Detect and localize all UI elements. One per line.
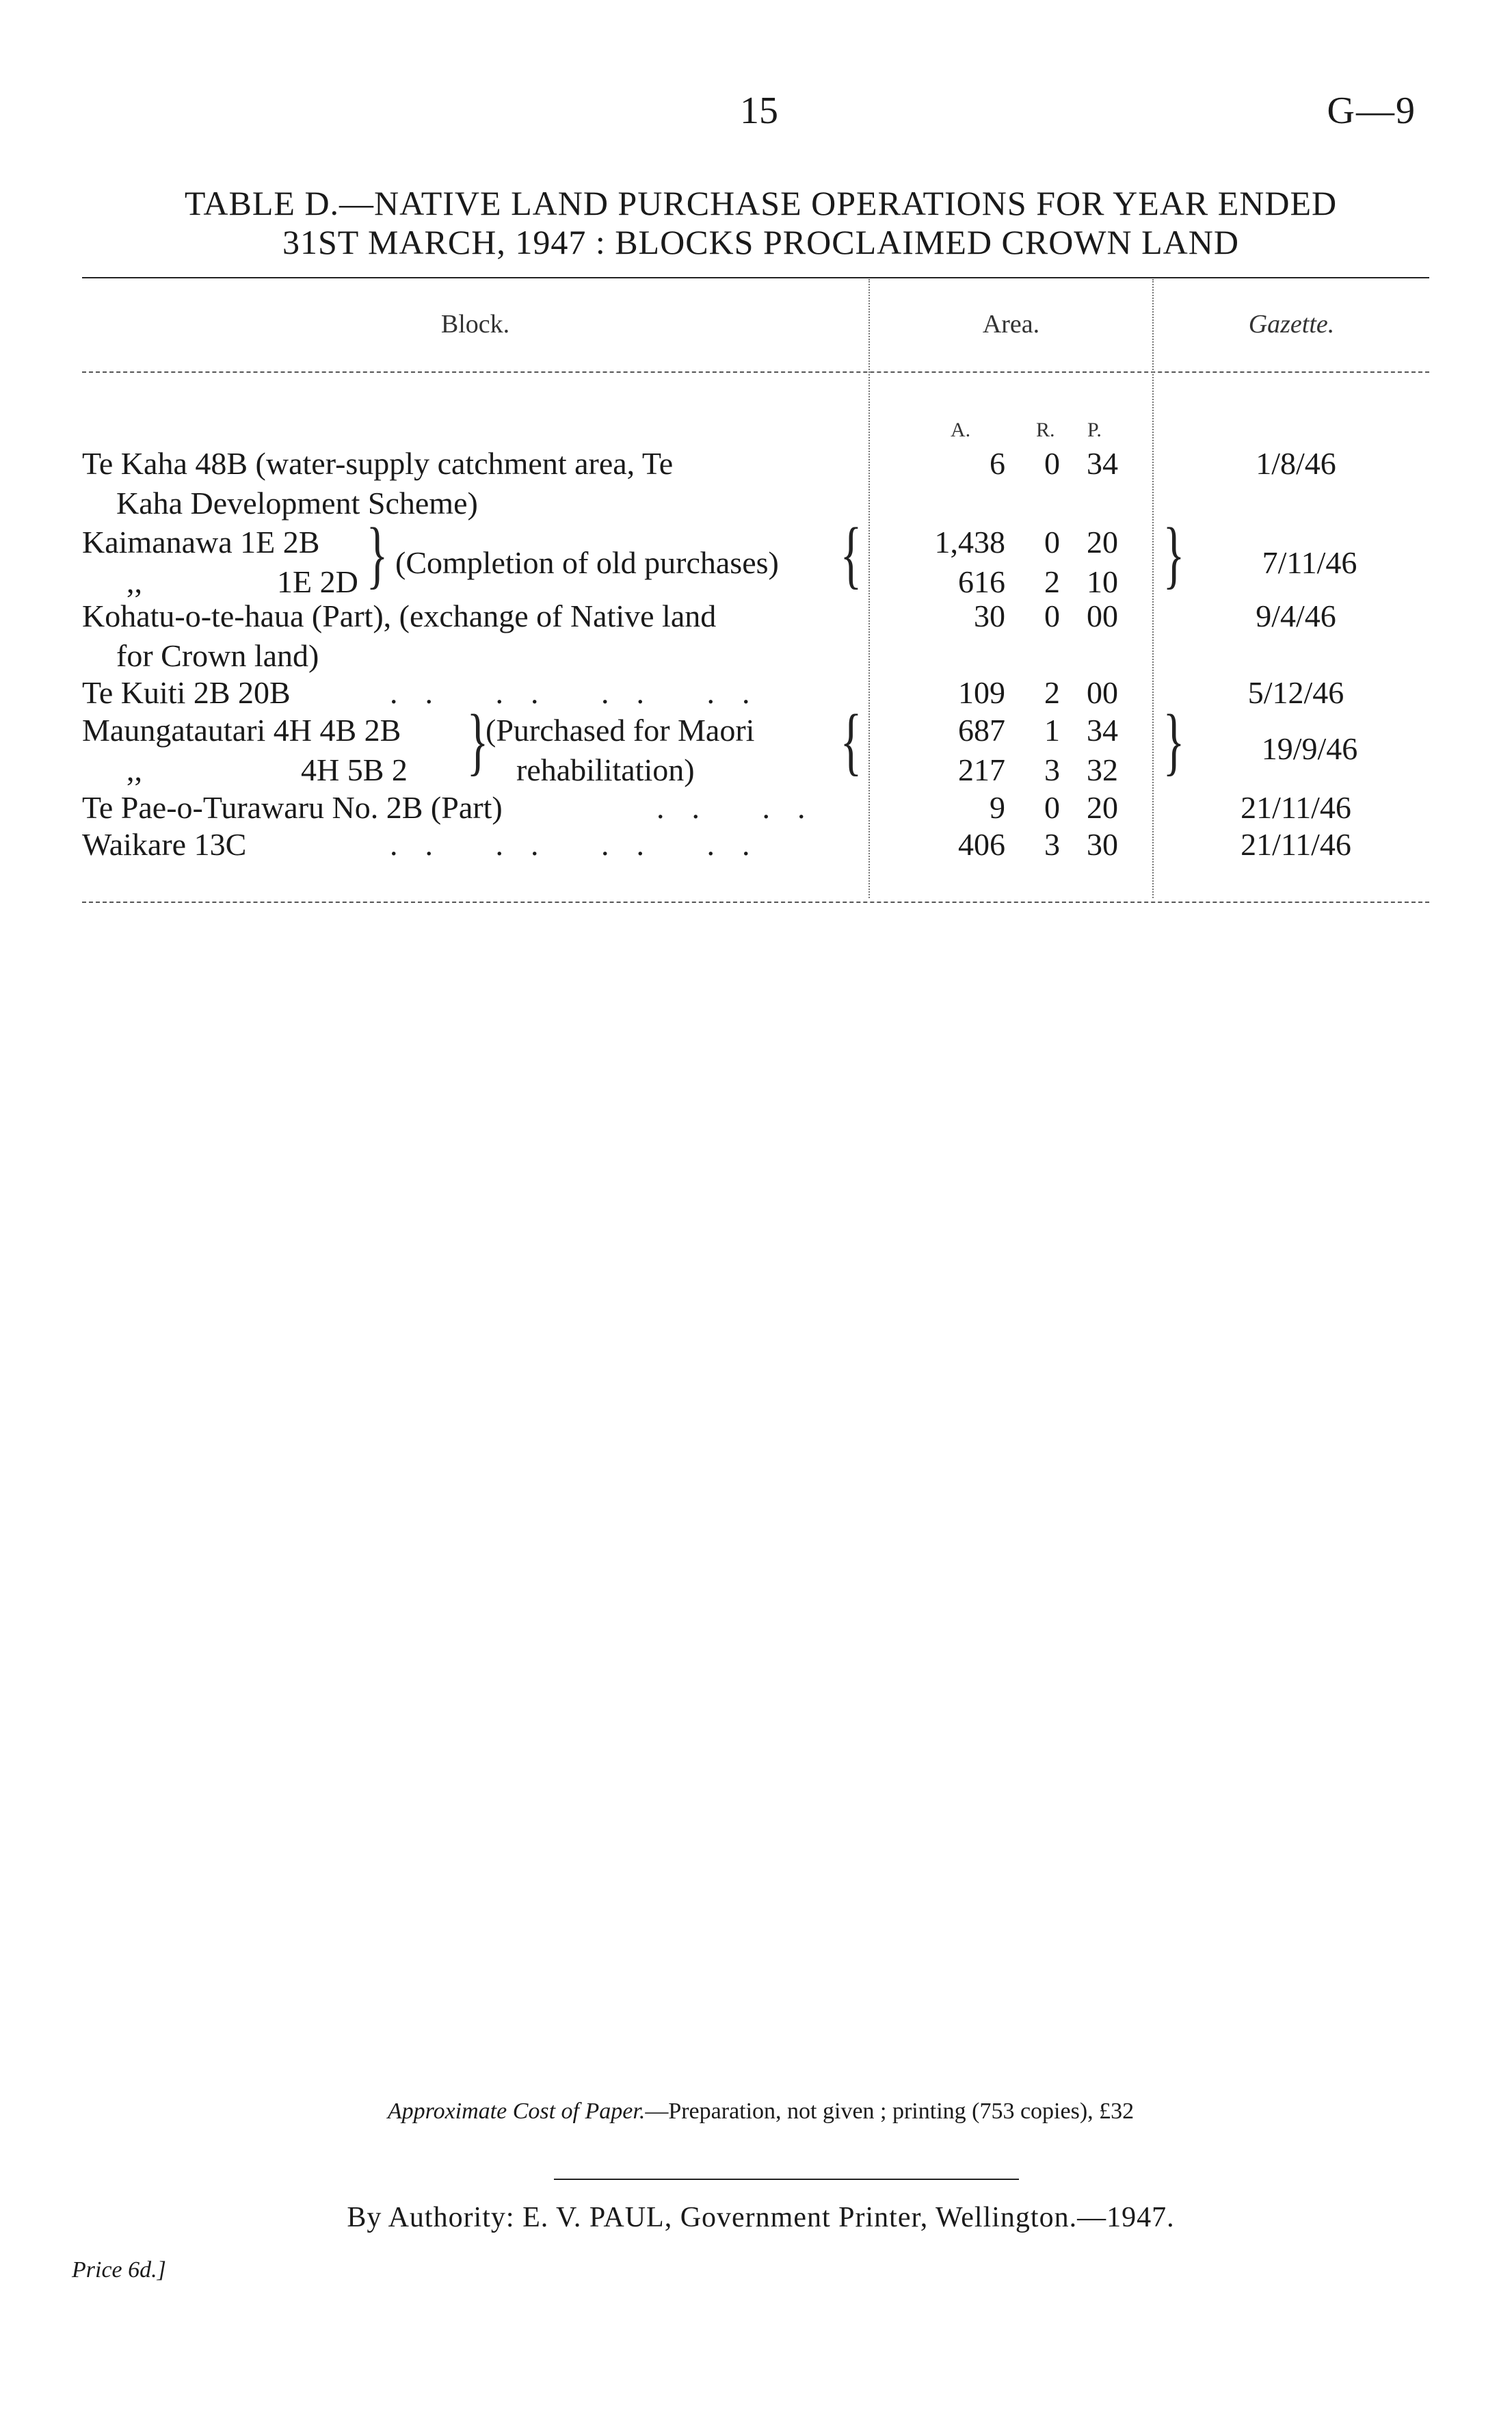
group-note-line-2: rehabilitation) [516, 752, 695, 787]
table-row-roods: 3 [1044, 827, 1060, 862]
table-row-roods: 2 [1044, 564, 1060, 599]
table-row-roods: 1 [1044, 713, 1060, 748]
table-row-acres: 687 [958, 713, 1005, 748]
paper-cost-label: Approximate Cost of Paper. [387, 2099, 646, 2124]
group-brace-right: } [466, 699, 489, 783]
group-brace-left: { [840, 699, 862, 783]
dot-leader: .. .. [656, 790, 833, 825]
table-row-block: Te Pae-o-Turawaru No. 2B (Part) [82, 790, 503, 825]
table-row-block: Waikare 13C [82, 827, 247, 862]
gazette-brace: } [1163, 512, 1185, 596]
page-number: 15 [740, 90, 778, 132]
table-row-acres: 616 [958, 564, 1005, 599]
table-row-gazette: 21/11/46 [1241, 790, 1351, 825]
gazette-brace: } [1163, 699, 1185, 783]
paper-cost-note [82, 2099, 1440, 2125]
table-row-acres: 406 [958, 827, 1005, 862]
table-row-perches: 10 [1087, 564, 1118, 599]
table-title-line-1: TABLE D.—NATIVE LAND PURCHASE OPERATIONS FOR YEAR ENDED [184, 184, 1338, 222]
table-header-rule [82, 371, 1429, 373]
imprint-rule [554, 2179, 1019, 2180]
column-header-area: Area. [982, 310, 1040, 339]
paper-cost-text: —Preparation, not given ; printing (753 copies), £32 [645, 2099, 1135, 2124]
ditto-mark: ,, [127, 752, 142, 787]
table-row-block: Kaimanawa 1E 2B [82, 525, 320, 560]
table-row-perches: 00 [1087, 675, 1118, 710]
table-row-roods: 0 [1044, 599, 1060, 633]
printer-imprint: By Authority: E. V. PAUL, Government Printer, Wellington.—1947. [347, 2202, 1175, 2233]
table-row-acres: 109 [958, 675, 1005, 710]
table-row-roods: 0 [1044, 790, 1060, 825]
group-note-line-1: (Purchased for Maori [486, 713, 755, 748]
dot-leader: .. .. .. .. [390, 827, 778, 862]
table-row-block: 1E 2D [277, 564, 358, 599]
table-row-roods: 3 [1044, 752, 1060, 787]
area-unit-roods: R. [1036, 419, 1055, 441]
group-brace-right: } [366, 512, 388, 596]
table-row-acres: 1,438 [934, 525, 1005, 560]
table-row-block-continued: Kaha Development Scheme) [116, 486, 478, 521]
table-row-block: Te Kuiti 2B 20B [82, 675, 291, 710]
table-row-block: Kohatu-o-te-haua (Part), (exchange of Native land [82, 599, 717, 633]
dot-leader: .. .. .. .. [390, 675, 778, 710]
table-row-roods: 2 [1044, 675, 1060, 710]
column-divider-area-gazette [1152, 279, 1154, 898]
area-unit-acres: A. [951, 419, 971, 441]
table-bottom-rule [82, 902, 1429, 903]
table-row-roods: 0 [1044, 525, 1060, 560]
column-header-gazette: Gazette. [1248, 310, 1335, 339]
table-row-block: Te Kaha 48B (water-supply catchment area, Te [82, 446, 674, 481]
table-row-roods: 0 [1044, 446, 1060, 481]
table-row-acres: 217 [958, 752, 1005, 787]
column-divider-block-area [868, 279, 870, 898]
group-brace-left: { [840, 512, 862, 596]
table-row-block: 4H 5B 2 [301, 752, 408, 787]
table-row-block-continued: for Crown land) [116, 638, 319, 673]
table-row-perches: 34 [1087, 446, 1118, 481]
table-row-perches: 30 [1087, 827, 1118, 862]
table-row-acres: 9 [990, 790, 1005, 825]
table-top-rule [82, 277, 1429, 278]
table-row-perches: 34 [1087, 713, 1118, 748]
table-row-gazette: 1/8/46 [1256, 446, 1336, 481]
table-row-acres: 30 [974, 599, 1005, 633]
area-unit-perches: P. [1087, 419, 1102, 441]
table-row-block: Maungatautari 4H 4B 2B [82, 713, 401, 748]
price-label: Price 6d.] [72, 2257, 166, 2283]
table-row-gazette: 5/12/46 [1247, 675, 1344, 710]
table-row-gazette: 9/4/46 [1256, 599, 1336, 633]
group-gazette: 19/9/46 [1261, 731, 1358, 766]
table-row-perches: 20 [1087, 525, 1118, 560]
table-title-line-2: 31ST MARCH, 1947 : BLOCKS PROCLAIMED CROWN LAND [282, 223, 1239, 261]
table-row-perches: 32 [1087, 752, 1118, 787]
column-header-block: Block. [440, 310, 510, 339]
table-row-perches: 00 [1087, 599, 1118, 633]
table-row-perches: 20 [1087, 790, 1118, 825]
table-row-gazette: 21/11/46 [1241, 827, 1351, 862]
group-note: (Completion of old purchases) [395, 545, 779, 580]
group-gazette: 7/11/46 [1262, 545, 1357, 580]
table-row-acres: 6 [990, 446, 1005, 481]
ditto-mark: ,, [127, 564, 142, 599]
paper-reference: G—9 [1327, 90, 1416, 132]
